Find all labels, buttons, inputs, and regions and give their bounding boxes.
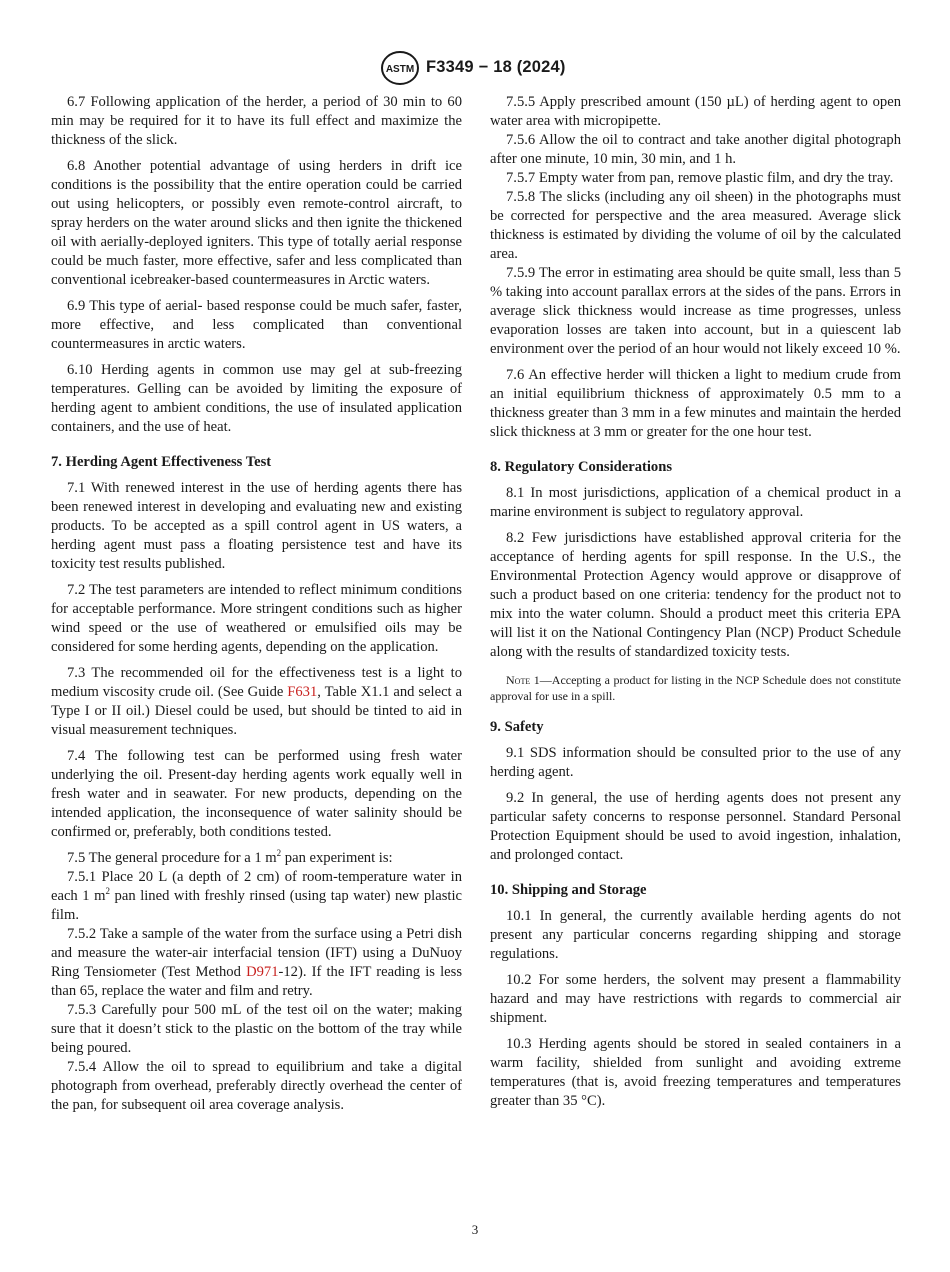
- paragraph-7-1: 7.1 With renewed interest in the use of herding agents there has been renewed interest in developing and evaluating new and existing products. To be accepted as a spill control agent in US waters, a herding agent must pass a floating persistence test and have its toxicity test results published.: [51, 480, 462, 572]
- document-id: F3349 − 18 (2024): [426, 58, 566, 76]
- paragraph-7-5-4: 7.5.4 Allow the oil to spread to equilibrium and take a digital photograph from overhead, preferably directly overhead the center of the pan, for subsequent oil area coverage analysis.: [51, 1059, 462, 1113]
- right-column: [490, 93, 901, 1118]
- paragraph-7-5-5: 7.5.5 Apply prescribed amount (150 µL) of herding agent to open water area with micropipette.: [490, 94, 901, 129]
- paragraph-6-7: 6.7 Following application of the herder, a period of 30 min to 60 min may be required for it to have its full effect and maximize the thickness of the slick.: [51, 94, 462, 148]
- section-7-heading: 7. Herding Agent Effectiveness Test: [51, 454, 272, 470]
- paragraph-7-5-8: 7.5.8 The slicks (including any oil sheen) in the photographs must be corrected for perspective and the area measured. Average slick thickness is estimated by dividing the volume of oil by the calculated area.: [490, 189, 901, 262]
- left-column: [51, 93, 462, 1115]
- paragraph-7-6: 7.6 An effective herder will thicken a light to medium crude from an initial equilibrium thickness of approximately 0.5 mm to a thickness greater than 3 mm in a few minutes and maintain the herded slick thickness at 3 mm or greater for the one hour test.: [490, 367, 901, 440]
- f631-reference-link[interactable]: F631: [287, 684, 318, 700]
- paragraph-9-1: 9.1 SDS information should be consulted prior to the use of any herding agent.: [490, 745, 901, 780]
- paragraph-10-3: 10.3 Herding agents should be stored in sealed containers in a warm facility, shielded from sunlight and avoiding extreme temperatures (that is, avoid freezing temperatures and temperatures greater than 35 °C).: [490, 1036, 901, 1109]
- paragraph-8-1: 8.1 In most jurisdictions, application of a chemical product in a marine environment is subject to regulatory approval.: [490, 485, 901, 520]
- section-8-heading: 8. Regulatory Considerations: [490, 459, 673, 475]
- paragraph-7-5-7: 7.5.7 Empty water from pan, remove plastic film, and dry the tray.: [506, 170, 894, 186]
- paragraph-8-2: 8.2 Few jurisdictions have established approval criteria for the acceptance of herding agents for spill response. In the U.S., the Environmental Protection Agency would approve or disapprove of such a product based on one criteria: tendency for the product not to mix into the water column. Should a product meet this criteria EPA will list it on the National Contingency Plan (NCP) Product Schedule along with the results of standardized toxicity tests.: [490, 530, 901, 660]
- paragraph-7-5-9: 7.5.9 The error in estimating area should be quite small, less than 5 % taking into account parallax errors at the sides of the pans. Errors in average slick thickness would increase as time progresses, unless evaporation losses are taken into account, but in a quiescent lab environment over the period of an hour would not likely exceed 10 %.: [490, 265, 901, 357]
- page-number: 3: [471, 1222, 479, 1237]
- paragraph-9-2: 9.2 In general, the use of herding agents does not present any particular safety concerns to response personnel. Standard Personal Protection Equipment should be used to avoid ingestion, inhalation, and prolonged contact.: [490, 790, 901, 863]
- paragraph-7-2: 7.2 The test parameters are intended to reflect minimum conditions for acceptable performance. More stringent conditions such as higher wind speed or the use of weathered or emulsified oils may be considered for some herding agents, depending on the application.: [51, 582, 462, 655]
- paragraph-6-8: 6.8 Another potential advantage of using herders in drift ice conditions is the possibility that the entire operation could be carried out using helicopters, or possibly even remote-control aircraft, to spray herders on the water around slicks and then ignite the thickened oil with aerially-deployed igniters. This type of totally aerial response could be much faster, more effective, safer and less complicated than conventional icebreaker-based countermeasures in Arctic waters.: [51, 158, 462, 288]
- note-1: Note 1—Accepting a product for listing in the NCP Schedule does not constitute approval for use in a spill.: [490, 673, 901, 703]
- section-9-heading: 9. Safety: [490, 719, 544, 735]
- paragraph-6-9: 6.9 This type of aerial- based response could be much safer, faster, more effective, and less complicated than conventional countermeasures in arctic waters.: [51, 298, 462, 352]
- paragraph-7-5-3: 7.5.3 Carefully pour 500 mL of the test oil on the water; making sure that it doesn’t stick to the plastic on the bottom of the tray while being poured.: [51, 1002, 462, 1056]
- astm-logo-icon: [380, 50, 420, 86]
- paragraph-7-3: 7.3 The recommended oil for the effectiveness test is a light to medium viscosity crude oil. (See Guide F631, Table X1.1 and select a Type I or II oil.) Diesel could be used, but should be tinted to aid in visual measurement techniques.: [51, 665, 462, 738]
- svg-text:ASTM: ASTM: [385, 64, 415, 75]
- paragraph-7-5-2: 7.5.2 Take a sample of the water from the surface using a Petri dish and measure the water-air interfacial tension (IFT) using a DuNuoy Ring Tensiometer (Test Method D971-12). If the IFT reading is less than 65, replace the water and film and retry.: [51, 926, 462, 999]
- d971-reference-link[interactable]: D971: [246, 964, 279, 980]
- paragraph-7-5-1: 7.5.1 Place 20 L (a depth of 2 cm) of room-temperature water in each 1 $m^2$ pan lined with freshly rinsed (using tap water) new plastic film.: [51, 869, 462, 923]
- paragraph-10-1: 10.1 In general, the currently available herding agents do not present any particular concerns regarding shipping and storage regulations.: [490, 908, 901, 962]
- paragraph-10-2: 10.2 For some herders, the solvent may present a flammability hazard and may have restrictions with regards to commercial air shipment.: [490, 972, 901, 1026]
- section-10-heading: 10. Shipping and Storage: [490, 882, 647, 898]
- page-header: [0, 50, 950, 90]
- paragraph-7-5-6: 7.5.6 Allow the oil to contract and take another digital photograph after one minute, 10 min, 30 min, and 1 h.: [490, 132, 901, 167]
- paragraph-7-5: 7.5 The general procedure for a 1 $m^2$ pan experiment is:: [67, 848, 393, 866]
- paragraph-6-10: 6.10 Herding agents in common use may gel at sub-freezing temperatures. Gelling can be avoided by limiting the exposure of herding agent to ambient conditions, the use of insulated application containers, and the use of heat.: [51, 362, 462, 435]
- paragraph-7-4: 7.4 The following test can be performed using fresh water underlying the oil. Present-day herding agents work equally well in fresh water and in seawater. For new products, depending on the intended application, the inconsequence of water salinity should be confirmed or, preferably, both conditions tested.: [51, 748, 462, 840]
